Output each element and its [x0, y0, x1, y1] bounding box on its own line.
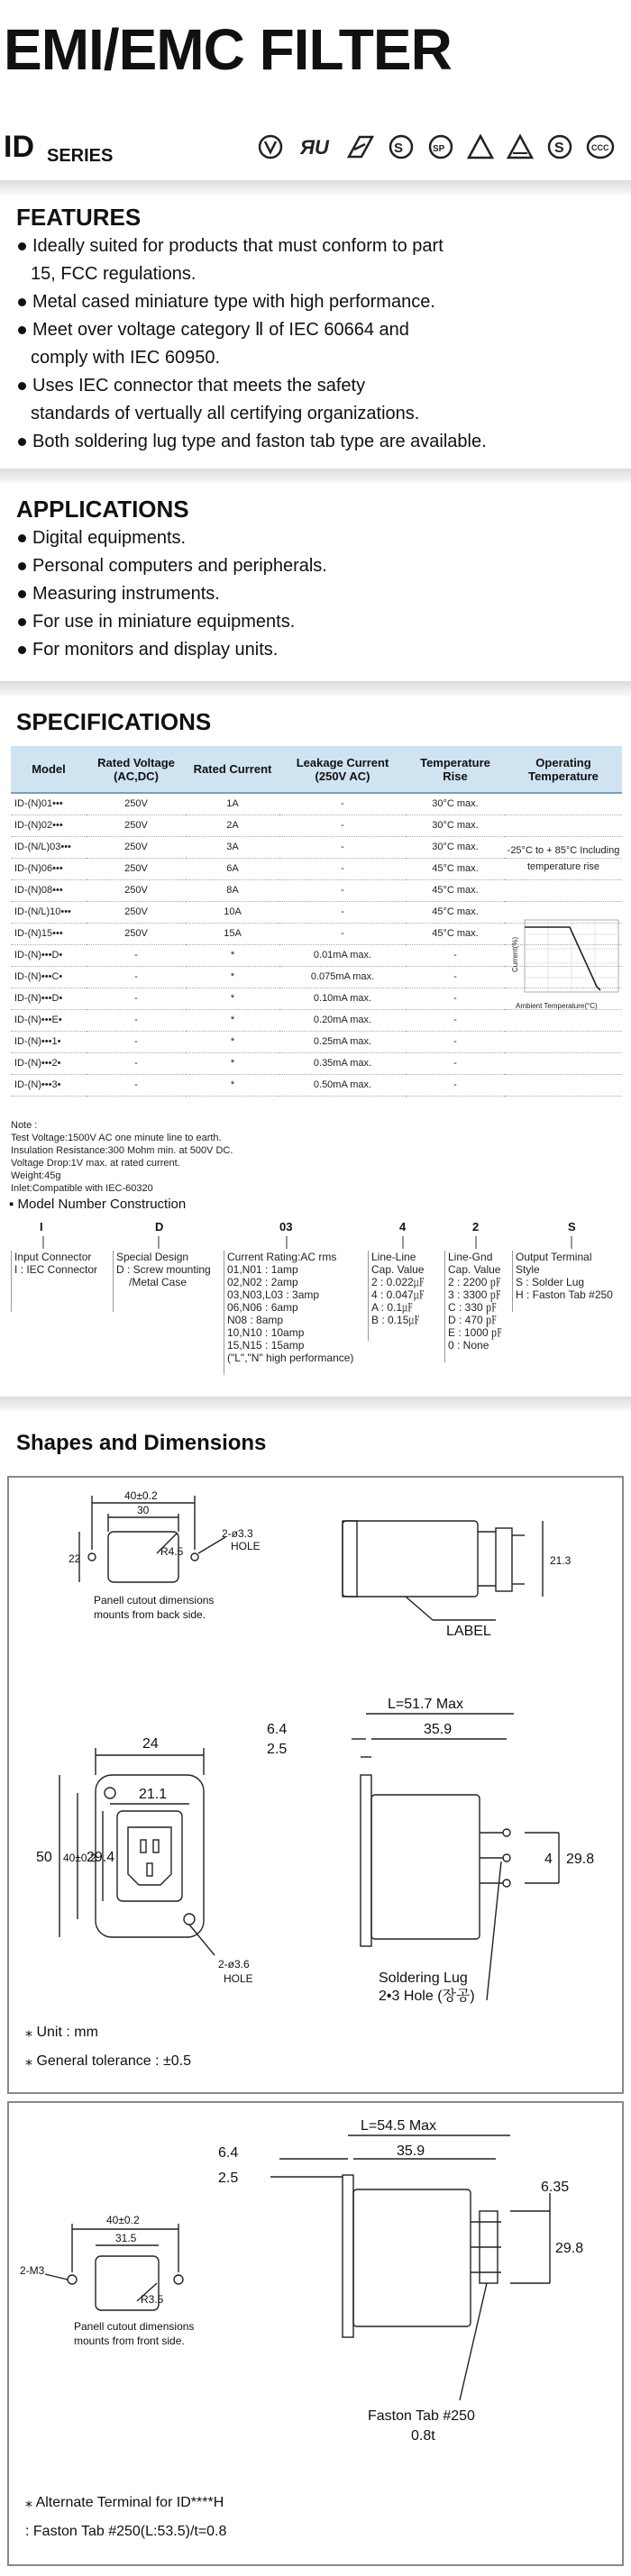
table-cell: 45°C max.: [406, 858, 505, 879]
unit-note: ⁎ Unit : mm: [25, 2025, 98, 2040]
mnc-line: A : 0.1㎌: [371, 1301, 414, 1314]
mnc-line: 3 : 3300 ㎊: [448, 1288, 501, 1301]
table-cell: 45°C max.: [406, 879, 505, 901]
dim-label: 2-ø3.3: [222, 1527, 253, 1540]
table-cell: 15A: [186, 923, 279, 944]
dim-label: 2.5: [218, 2171, 239, 2186]
table-cell: -: [279, 858, 406, 879]
table-cell: 0.35mA max.: [279, 1052, 406, 1074]
caption: 0.8t: [411, 2428, 435, 2444]
table-cell: 0.075mA max.: [279, 966, 406, 988]
dim-label: 6.4: [218, 2145, 239, 2161]
mnc-line: Line-Line: [371, 1251, 416, 1263]
table-cell: ID-(N)06•••: [11, 858, 87, 879]
derating-curve: [525, 927, 600, 990]
specifications-heading: SPECIFICATIONS: [16, 708, 212, 735]
dim-label: 40±0.2: [124, 1489, 158, 1502]
table-cell: 45°C max.: [406, 923, 505, 944]
note-line: Note :: [11, 1120, 38, 1131]
table-cell: ID-(N)•••D•: [11, 988, 87, 1009]
chart-ylabel: Current(%): [511, 936, 519, 972]
list-item: Ideally suited for products that must conform to part: [16, 232, 620, 260]
dim-label: 40±0.2: [63, 1852, 96, 1864]
mnc-line: 10,N10 : 10amp: [227, 1326, 305, 1339]
list-item: Personal computers and peripherals.: [16, 552, 620, 580]
col-header: Model: [11, 746, 87, 793]
table-cell: ID-(N)•••2•: [11, 1052, 87, 1074]
section-band: [0, 1397, 631, 1411]
vde-icon: [257, 133, 288, 160]
derating-chart: [507, 915, 624, 1018]
mnc-line: 0 : None: [448, 1339, 489, 1352]
table-cell: [505, 1052, 622, 1074]
alt-terminal-note: ⁎ Alternate Terminal for ID****H: [25, 2495, 224, 2510]
list-item: Metal cased miniature type with high performance.: [16, 288, 620, 316]
model-number-heading: ▪ Model Number Construction: [9, 1197, 187, 1212]
dim-label: 4: [544, 1852, 553, 1867]
table-cell: -: [87, 988, 186, 1009]
ccc-icon: [585, 133, 616, 160]
table-cell: -: [279, 815, 406, 836]
table-cell: -: [406, 1052, 505, 1074]
model-number-construction: [0, 1216, 631, 1397]
model-number-heading-text: Model Number Construction: [17, 1197, 187, 1212]
unit-note-text: Unit : mm: [36, 2025, 98, 2040]
note-line: Insulation Resistance:300 Mohm min. at 500V DC.: [11, 1145, 233, 1156]
table-row: [11, 1031, 622, 1052]
dimension-box-2: [7, 2101, 624, 2566]
note-line: Test Voltage:1500V AC one minute line to earth.: [11, 1133, 222, 1143]
table-cell: -: [87, 1052, 186, 1074]
table-cell: -: [406, 944, 505, 966]
dim-label: R3.5: [141, 2293, 164, 2306]
table-cell: 8A: [186, 879, 279, 901]
table-cell: -: [279, 793, 406, 815]
caption: Panell cutout dimensions: [74, 2320, 195, 2333]
tolerance-note: ⁎ General tolerance : ±0.5: [25, 2053, 191, 2069]
features-list: [16, 232, 620, 456]
svg-text:S: S: [554, 141, 564, 156]
drawing-2: [9, 2103, 622, 2564]
tuv-icon: [506, 133, 535, 160]
table-cell: ID-(N)•••D•: [11, 944, 87, 966]
side-flange: [361, 1775, 371, 1946]
col-header: Leakage Current (250V AC): [279, 746, 406, 793]
ce-icon: [345, 133, 376, 160]
mnc-line: 03,N03,L03 : 3amp: [227, 1288, 320, 1301]
table-cell: 250V: [87, 836, 186, 858]
svg-text:CCC: CCC: [591, 143, 609, 152]
table-cell: 2A: [186, 815, 279, 836]
features-heading: FEATURES: [16, 204, 142, 231]
table-cell: -: [406, 1009, 505, 1031]
list-item: Meet over voltage category Ⅱ of IEC 60664 and: [16, 316, 620, 344]
dim-label: LABEL: [446, 1624, 491, 1639]
table-cell: -: [87, 1031, 186, 1052]
code-letter: 2: [472, 1220, 480, 1233]
table-cell: *: [186, 1031, 279, 1052]
dim-label: R4.5: [160, 1545, 184, 1558]
mount-hole: [191, 1553, 198, 1561]
table-cell: -: [279, 879, 406, 901]
table-cell: 45°C max.: [406, 901, 505, 923]
tolerance-note-text: General tolerance : ±0.5: [36, 2053, 191, 2069]
mnc-line: Line-Gnd: [448, 1251, 493, 1263]
caption: Panell cutout dimensions: [94, 1594, 215, 1607]
table-cell: *: [186, 1074, 279, 1096]
dim-label: 22: [69, 1552, 81, 1565]
caption: mounts from back side.: [94, 1608, 206, 1621]
table-cell: 0.01mA max.: [279, 944, 406, 966]
table-cell: 0.50mA max.: [279, 1074, 406, 1096]
mnc-line: 02,N02 : 2amp: [227, 1276, 298, 1288]
mnc-line: E : 1000 ㎊: [448, 1326, 503, 1339]
table-cell: 30°C max.: [406, 815, 505, 836]
caption: Faston Tab #250: [368, 2408, 475, 2424]
section-band: [0, 681, 631, 696]
list-item: Digital equipments.: [16, 524, 620, 552]
mnc-line: Output Terminal: [516, 1251, 592, 1263]
mnc-line: H : Faston Tab #250: [516, 1288, 613, 1301]
dim-label: 2.5: [267, 1742, 288, 1757]
side-case: [371, 1795, 480, 1939]
dim-label: 29.4: [87, 1850, 115, 1865]
list-item: 15, FCC regulations.: [31, 264, 197, 284]
svg-text:S: S: [394, 141, 404, 156]
table-row: [11, 879, 622, 901]
series-id: ID: [4, 130, 34, 164]
mnc-line: Style: [516, 1263, 540, 1276]
table-cell: 0.10mA max.: [279, 988, 406, 1009]
list-item: standards of vertually all certifying organizations.: [31, 404, 420, 423]
s-mark-icon: [545, 133, 574, 160]
dim-label: 24: [142, 1736, 159, 1752]
section-band: [0, 469, 631, 483]
alt-terminal-line: : Faston Tab #250(L:53.5)/t=0.8: [25, 2524, 227, 2539]
side-case: [353, 2189, 471, 2326]
table-cell: [505, 1031, 622, 1052]
mnc-col-current: [224, 1251, 353, 1375]
mnc-col-line-line: [368, 1251, 425, 1341]
certification-icons: [257, 133, 616, 160]
section-band: [0, 180, 631, 195]
mnc-line: I : IEC Connector: [14, 1263, 98, 1276]
table-cell: ID-(N)02•••: [11, 815, 87, 836]
table-cell: 1A: [186, 793, 279, 815]
series-label: SERIES: [47, 146, 114, 166]
table-cell: -: [406, 1031, 505, 1052]
mount-hole: [88, 1553, 96, 1561]
table-cell: [505, 815, 622, 836]
table-cell: ID-(N)15•••: [11, 923, 87, 944]
table-cell: *: [186, 1009, 279, 1031]
mnc-line: Current Rating:AC rms: [227, 1251, 337, 1263]
dimension-box-1: [7, 1476, 624, 2094]
table-cell: [505, 1074, 622, 1096]
mnc-line: S : Solder Lug: [516, 1276, 585, 1288]
table-cell: *: [186, 1052, 279, 1074]
mnc-line: C : 330 ㎊: [448, 1301, 498, 1314]
table-cell: 250V: [87, 879, 186, 901]
dim-label: 35.9: [424, 1722, 453, 1737]
col-header: Rated Voltage (AC,DC): [87, 746, 186, 793]
mnc-line: Cap. Value: [371, 1263, 425, 1276]
table-cell: [505, 793, 622, 815]
dim-label: HOLE: [231, 1540, 261, 1552]
col-header: Temperature Rise: [406, 746, 505, 793]
dim-label: 21.3: [550, 1554, 572, 1567]
table-cell: 6A: [186, 858, 279, 879]
page-title: EMI/EMC FILTER: [4, 17, 452, 82]
mnc-line: 2 : 2200 ㎊: [448, 1276, 501, 1288]
note-line: Inlet:Compatible with IEC-60320: [11, 1183, 153, 1194]
table-cell: ID-(N)01•••: [11, 793, 87, 815]
note-line: Voltage Drop:1V max. at rated current.: [11, 1158, 180, 1169]
caption: mounts from front side.: [74, 2335, 185, 2347]
chart-xlabel: Ambient Temperature(°C): [516, 1002, 598, 1010]
mnc-line: 01,N01 : 1amp: [227, 1263, 298, 1276]
list-item: Measuring instruments.: [16, 580, 620, 608]
mnc-col-output: [512, 1251, 613, 1312]
caption: Soldering Lug: [379, 1971, 468, 1986]
code-letter: 03: [279, 1220, 293, 1233]
dim-label: 6.4: [267, 1722, 288, 1737]
table-cell: -: [279, 836, 406, 858]
svg-text:SP: SP: [433, 144, 445, 154]
table-cell: 0.20mA max.: [279, 1009, 406, 1031]
col-header: Operating Temperature: [505, 746, 622, 793]
dim-label: 29.8: [555, 2241, 584, 2256]
table-cell: -: [406, 1074, 505, 1096]
dim-label: L=51.7 Max: [388, 1697, 464, 1712]
mnc-line: B : 0.15㎌: [371, 1314, 420, 1326]
mnc-col-line-gnd: [444, 1251, 502, 1362]
table-cell: ID-(N)•••E•: [11, 1009, 87, 1031]
list-item: Uses IEC connector that meets the safety: [16, 372, 620, 400]
code-letter: 4: [399, 1220, 407, 1233]
mnc-line: ("L","N" high performance): [227, 1352, 354, 1364]
mnc-col-input: [11, 1251, 97, 1312]
col-header: Rated Current: [186, 746, 279, 793]
mnc-col-design: [113, 1251, 211, 1312]
table-cell: ID-(N/L)03•••: [11, 836, 87, 858]
table-cell: ID-(N)•••C•: [11, 966, 87, 988]
table-cell: 250V: [87, 815, 186, 836]
mnc-line: D : 470 ㎊: [448, 1314, 498, 1326]
dim-label: 29.8: [566, 1852, 595, 1867]
table-cell: -: [87, 966, 186, 988]
table-cell: 250V: [87, 858, 186, 879]
table-cell: 10A: [186, 901, 279, 923]
mnc-line: Cap. Value: [448, 1263, 501, 1276]
list-item: For monitors and display units.: [16, 636, 620, 664]
spec-notes: [11, 1119, 233, 1195]
table-cell: 0.25mA max.: [279, 1031, 406, 1052]
mnc-line: 15,N15 : 15amp: [227, 1339, 305, 1352]
table-cell: ID-(N)•••1•: [11, 1031, 87, 1052]
semko-icon: [387, 133, 416, 160]
table-cell: 250V: [87, 793, 186, 815]
operating-temp: -25°C to + 85°C Including temperature rise: [507, 845, 620, 872]
dim-label: HOLE: [224, 1972, 253, 1985]
list-item: Both soldering lug type and faston tab type are available.: [16, 428, 620, 456]
table-cell: *: [186, 944, 279, 966]
dim-label: 2-ø3.6: [218, 1958, 250, 1971]
table-row: [11, 1074, 622, 1096]
mnc-line: Input Connector: [14, 1251, 92, 1263]
table-row: [11, 1052, 622, 1074]
table-cell: -: [279, 923, 406, 944]
alt-terminal-line: Alternate Terminal for ID****H: [35, 2495, 224, 2510]
table-cell: -: [87, 1009, 186, 1031]
dekra-icon: [466, 133, 495, 160]
mnc-line: 2 : 0.022㎌: [371, 1276, 425, 1288]
table-cell: 250V: [87, 923, 186, 944]
code-letter: S: [568, 1220, 576, 1233]
table-cell: -: [87, 1074, 186, 1096]
side-body: [343, 1521, 478, 1597]
table-cell: 250V: [87, 901, 186, 923]
series-row: [0, 126, 631, 180]
mnc-line: 06,N06 : 6amp: [227, 1301, 298, 1314]
table-cell: *: [186, 988, 279, 1009]
table-row: [11, 815, 622, 836]
code-letter: D: [155, 1220, 164, 1233]
dim-label: L=54.5 Max: [361, 2118, 437, 2134]
mnc-line: N08 : 8amp: [227, 1314, 284, 1326]
table-cell: ID-(N)08•••: [11, 879, 87, 901]
dim-label: 31.5: [115, 2232, 137, 2244]
table-cell: 30°C max.: [406, 836, 505, 858]
dim-label: 50: [36, 1850, 52, 1865]
applications-list: [16, 524, 620, 664]
dim-label: 21.1: [139, 1787, 168, 1802]
dim-label: 40±0.2: [106, 2214, 140, 2226]
list-item: For use in miniature equipments.: [16, 608, 620, 636]
dim-label: 35.9: [397, 2144, 425, 2159]
table-cell: -: [406, 988, 505, 1009]
csa-icon: [426, 133, 455, 160]
table-cell: 3A: [186, 836, 279, 858]
svg-text:ЯU: ЯU: [300, 136, 329, 159]
dim-label: 6.35: [541, 2180, 570, 2195]
side-flange: [343, 2175, 353, 2337]
table-cell: -: [406, 966, 505, 988]
note-line: Weight:45g: [11, 1170, 61, 1181]
table-cell: *: [186, 966, 279, 988]
dim-label: 30: [137, 1504, 150, 1516]
table-cell: -: [279, 901, 406, 923]
applications-heading: APPLICATIONS: [16, 496, 189, 523]
mnc-line: 4 : 0.047㎌: [371, 1288, 425, 1301]
table-cell: ID-(N/L)10•••: [11, 901, 87, 923]
shapes-heading: Shapes and Dimensions: [16, 1431, 267, 1455]
caption: 2•3 Hole (장공): [379, 1989, 475, 2004]
code-letter: I: [40, 1220, 43, 1233]
dim-label: 2-M3: [20, 2264, 45, 2277]
drawing-1: [9, 1478, 622, 2092]
mnc-line: /Metal Case: [129, 1276, 187, 1288]
ur-icon: [298, 133, 334, 160]
table-cell: -: [87, 944, 186, 966]
table-cell: [505, 879, 622, 901]
table-row: [11, 793, 622, 815]
table-cell: ID-(N)•••3•: [11, 1074, 87, 1096]
mnc-line: D : Screw mounting: [116, 1263, 211, 1276]
list-item: comply with IEC 60950.: [31, 348, 221, 368]
table-cell: 30°C max.: [406, 793, 505, 815]
mnc-line: Special Design: [116, 1251, 189, 1263]
